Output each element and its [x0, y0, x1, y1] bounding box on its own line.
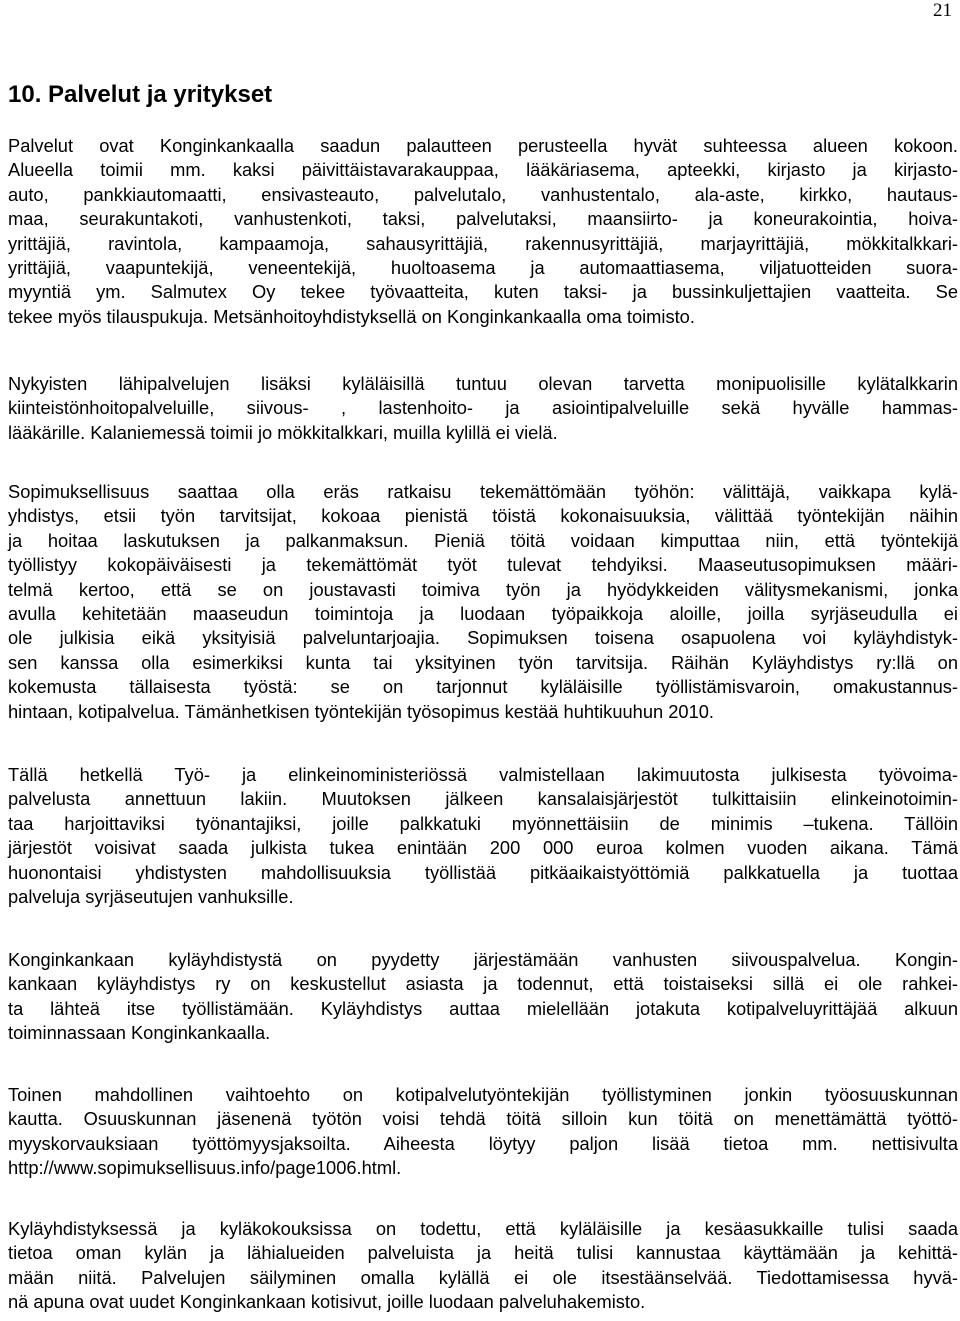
text-line: kankaan kyläyhdistys ry on keskustellut asiasta ja todennut, että toistaiseksi sillä ei ole rahkei- — [8, 973, 958, 995]
text-line: toiminnassaan Konginkankaalla. — [8, 1022, 271, 1044]
text-line: työllistyy kokopäiväisesti ja tekemättömät työt tulevat tehdyiksi. Maaseutusopimuksen määri- — [8, 554, 958, 576]
text-line: Toinen mahdollinen vaihtoehto on kotipalvelutyöntekijän työllistyminen jonkin työosuuskunnan — [8, 1084, 958, 1105]
text-line: tekee myös tilauspukuja. Metsänhoitoyhdistyksellä on Konginkankaalla oma toimisto. — [8, 305, 695, 327]
paragraph-information — [8, 1217, 958, 1315]
text-line: kiinteistönhoitopalveluille, siivous- , lastenhoito- ja asiointipalveluille sekä hyvälle hammas- — [8, 397, 958, 419]
text-line: Alueella toimii mm. kaksi päivittäistavarakauppaa, lääkäriasema, apteekki, kirjasto ja kirjasto- — [8, 159, 958, 181]
text-line: Sopimuksellisuus saattaa olla eräs ratkaisu tekemättömään työhön: välittäjä, vaikkapa kylä- — [8, 481, 958, 502]
text-line: palveluja syrjäseutujen vanhuksille. — [8, 886, 294, 908]
section-heading: 10. Palvelut ja yritykset — [8, 81, 273, 108]
text-line: taa harjoittaviksi työnantajiksi, joille palkkatuki myönnettäisiin de minimis –tukena. Tällöin — [8, 812, 958, 834]
paragraph-contracting — [8, 480, 958, 724]
text-line: maa, seurakuntakoti, vanhustenkoti, taksi, palvelutaksi, maansiirto- ja koneurakointia, hoiva- — [8, 208, 958, 230]
paragraph-cleaning-service — [8, 948, 958, 1046]
text-line: ta lähteä itse työllistämään. Kyläyhdistys auttaa mielellään jotakuta kotipalveluyrittäjää alkuun — [8, 997, 958, 1019]
text-line: järjestöt voisivat saada julkista tukea enintään 200 000 euroa kolmen vuoden aikana. Tämä — [8, 837, 958, 859]
text-line: ja hoitaa laskutuksen ja palkanmaksun. Pieniä töitä voidaan kimputtaa niin, että työntekijä — [8, 529, 958, 551]
text-line: kokemusta tällaisesta työstä: se on tarjonnut kyläläisille työllistämisvaroin, omakustannus- — [8, 676, 958, 698]
text-line: hintaan, kotipalvelua. Tämänhetkisen työntekijän työsopimus kestää huhtikuuhun 2010. — [8, 700, 714, 722]
text-line: auto, pankkiautomaatti, ensivasteauto, palvelutalo, vanhustentalo, ala-aste, kirkko, hautaus- — [8, 183, 958, 205]
text-line: sen kanssa olla esimerkiksi kunta tai yksityinen työn tarvitsija. Räihän Kyläyhdistys ry:llä on — [8, 651, 958, 673]
text-line: huonontaisi yhdistysten mahdollisuuksia työllistää pitkäaikaistyöttömiä palkkatuella ja tuottaa — [8, 861, 958, 883]
text-line: yrittäjiä, ravintola, kampaamoja, sahausyrittäjiä, rakennusyrittäjiä, marjayrittäjiä, mökkitalkkari- — [8, 232, 958, 254]
text-line: Palvelut ovat Konginkankaalla saadun palautteen perusteella hyvät suhteessa alueen kokoon. — [8, 135, 958, 156]
text-line: nä apuna ovat uudet Konginkankaan kotisivut, joille luodaan palveluhakemisto. — [8, 1291, 646, 1313]
text-line: mään niitä. Palvelujen säilyminen omalla kylällä ei ole itsestäänselvää. Tiedottamisessa hyvä- — [8, 1266, 958, 1288]
text-line: http://www.sopimuksellisuus.info/page1006.html. — [8, 1157, 402, 1179]
text-line: Tällä hetkellä Työ- ja elinkeinoministeriössä valmistellaan lakimuutosta julkisesta työvoima- — [8, 764, 958, 785]
text-line: telmä kertoo, että se on joustavasti toimiva työn ja hyödykkeiden välitysmekanismi, jonka — [8, 578, 958, 600]
text-line: Kyläyhdistyksessä ja kyläkokouksissa on todettu, että kyläläisille ja kesäasukkaille tulisi saada — [8, 1218, 958, 1239]
paragraph-legislation — [8, 763, 958, 909]
paragraph-services-overview — [8, 134, 958, 329]
text-line: myyskorvauksiaan työttömyysjaksoilta. Aiheesta löytyy paljon lisää tietoa mm. nettisivulta — [8, 1132, 958, 1154]
text-line: kautta. Osuuskunnan jäsenenä työtön voisi tehdä töitä silloin kun töitä on menettämättä työttö- — [8, 1108, 958, 1130]
text-line: yrittäjiä, vaapuntekijä, veneentekijä, huoltoasema ja automaattiasema, viljatuotteiden suora- — [8, 257, 958, 279]
page-number: 21 — [933, 0, 952, 21]
text-line: avulla kehitetään maaseudun toimintoja ja luodaan työpaikkoja aloille, joilla syrjäseudulla ei — [8, 603, 958, 625]
text-line: myyntiä ym. Salmutex Oy tekee työvaatteita, kuten taksi- ja bussinkuljettajien vaatteita. Se — [8, 281, 958, 303]
paragraph-cooperative — [8, 1083, 958, 1181]
text-line: ole julkisia eikä yksityisiä palveluntarjoajia. Sopimuksen toisena osapuolena voi kyläyhdistyk- — [8, 627, 958, 649]
text-line: Konginkankaan kyläyhdistystä on pyydetty järjestämään vanhusten siivouspalvelua. Kongin- — [8, 949, 958, 970]
text-line: yhdistys, etsii työn tarvitsijat, kokoaa pienistä töistä kokonaisuuksia, välittää työntekijän näihin — [8, 505, 958, 527]
text-line: tietoa oman kylän ja lähialueiden palveluista ja heitä tulisi kannustaa käyttämään ja kehittä- — [8, 1242, 958, 1264]
text-line: palvelusta annettuun lakiin. Muutoksen jälkeen kansalaisjärjestöt tulkittaisiin elinkeinotoimin- — [8, 788, 958, 810]
text-line: Nykyisten lähipalvelujen lisäksi kyläläisillä tuntuu olevan tarvetta monipuolisille kylätalkkarin — [8, 373, 958, 394]
paragraph-local-service-needs — [8, 372, 958, 445]
text-line: lääkärille. Kalaniemessä toimii jo mökkitalkkari, muilla kylillä ei vielä. — [8, 421, 558, 443]
